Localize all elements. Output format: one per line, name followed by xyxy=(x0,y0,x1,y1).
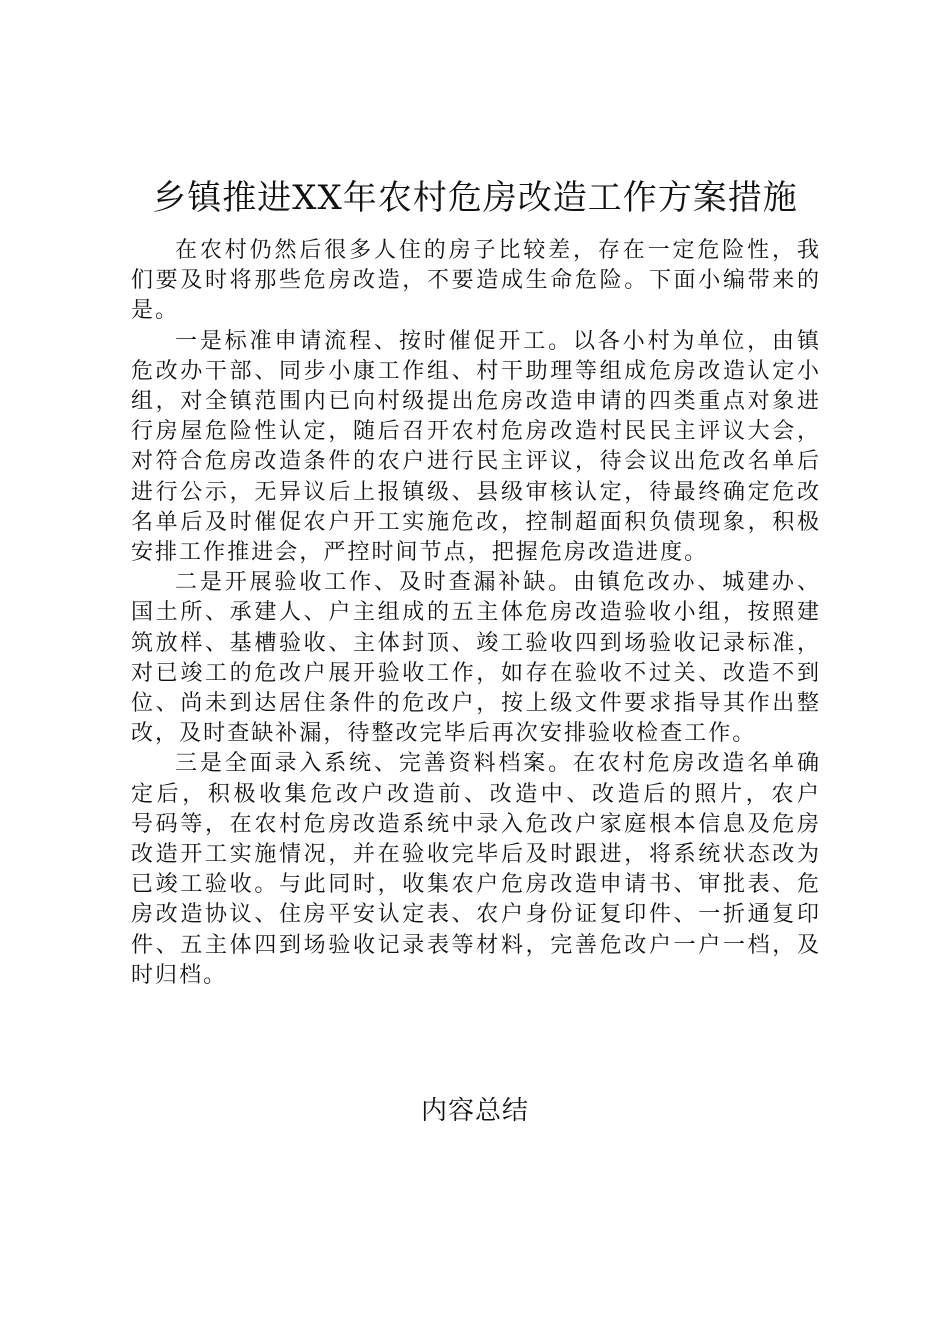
paragraph-two: 二是开展验收工作、及时查漏补缺。由镇危改办、城建办、国土所、承建人、户主组成的五主体危房改造验收小组，按照建筑放样、基槽验收、主体封顶、竣工验收四到场验收记录标准，对已竣工的危改户展开验收工作，如存在验收不过关、改造不到位、尚未到达居住条件的危改户，按上级文件要求指导其作出整改，及时查缺补漏，待整改完毕后再次安排验收检查工作。 xyxy=(131,570,821,747)
document-body xyxy=(131,236,855,991)
paragraph-three: 三是全面录入系统、完善资料档案。在农村危房改造名单确定后，积极收集危改户改造前、改造中、改造后的照片，农户 号码等，在农村危房改造系统中录入危改户家庭根本信息及危房改造开工实施情况，并在验收完毕后及时跟进，将系统状态改为已竣工验收。与此同时，收集农户危房改造申请书、审批表、危房改造协议、住房平安认定表、农户身份证复印件、一折通复印件、五主体四到场验收记录表等材料，完善危改户一户一档，及时归档。 xyxy=(131,751,855,988)
document-title: 乡镇推进XX年农村危房改造工作方案措施 xyxy=(152,178,798,218)
summary-heading: 内容总结 xyxy=(420,1096,529,1126)
paragraph-one: 一是标准申请流程、按时催促开工。以各小村为单位，由镇危改办干部、同步小康工作组、村干助理等组成危房改造认定小组，对全镇范围内已向村级提出危房改造申请的四类重点对象进行房屋危险性认定，随后召开农村危房改造村民民主评议大会，对符合危房改造条件的农户进行民主评议，待会议出危改名单后进行公示，无异议后上报镇级、县级审核认定，待最终确定危改名单后及时催促农户开工实施危改，控制超面积负债现象，积极安排工作推进会，严控时间节点，把握危房改造进度。 xyxy=(131,328,821,566)
paragraph-intro: 在农村仍然后很多人住的房子比较差，存在一定危险性，我们要及时将那些危房改造，不要造成生命危险。下面小编带来的是。 xyxy=(131,238,821,324)
